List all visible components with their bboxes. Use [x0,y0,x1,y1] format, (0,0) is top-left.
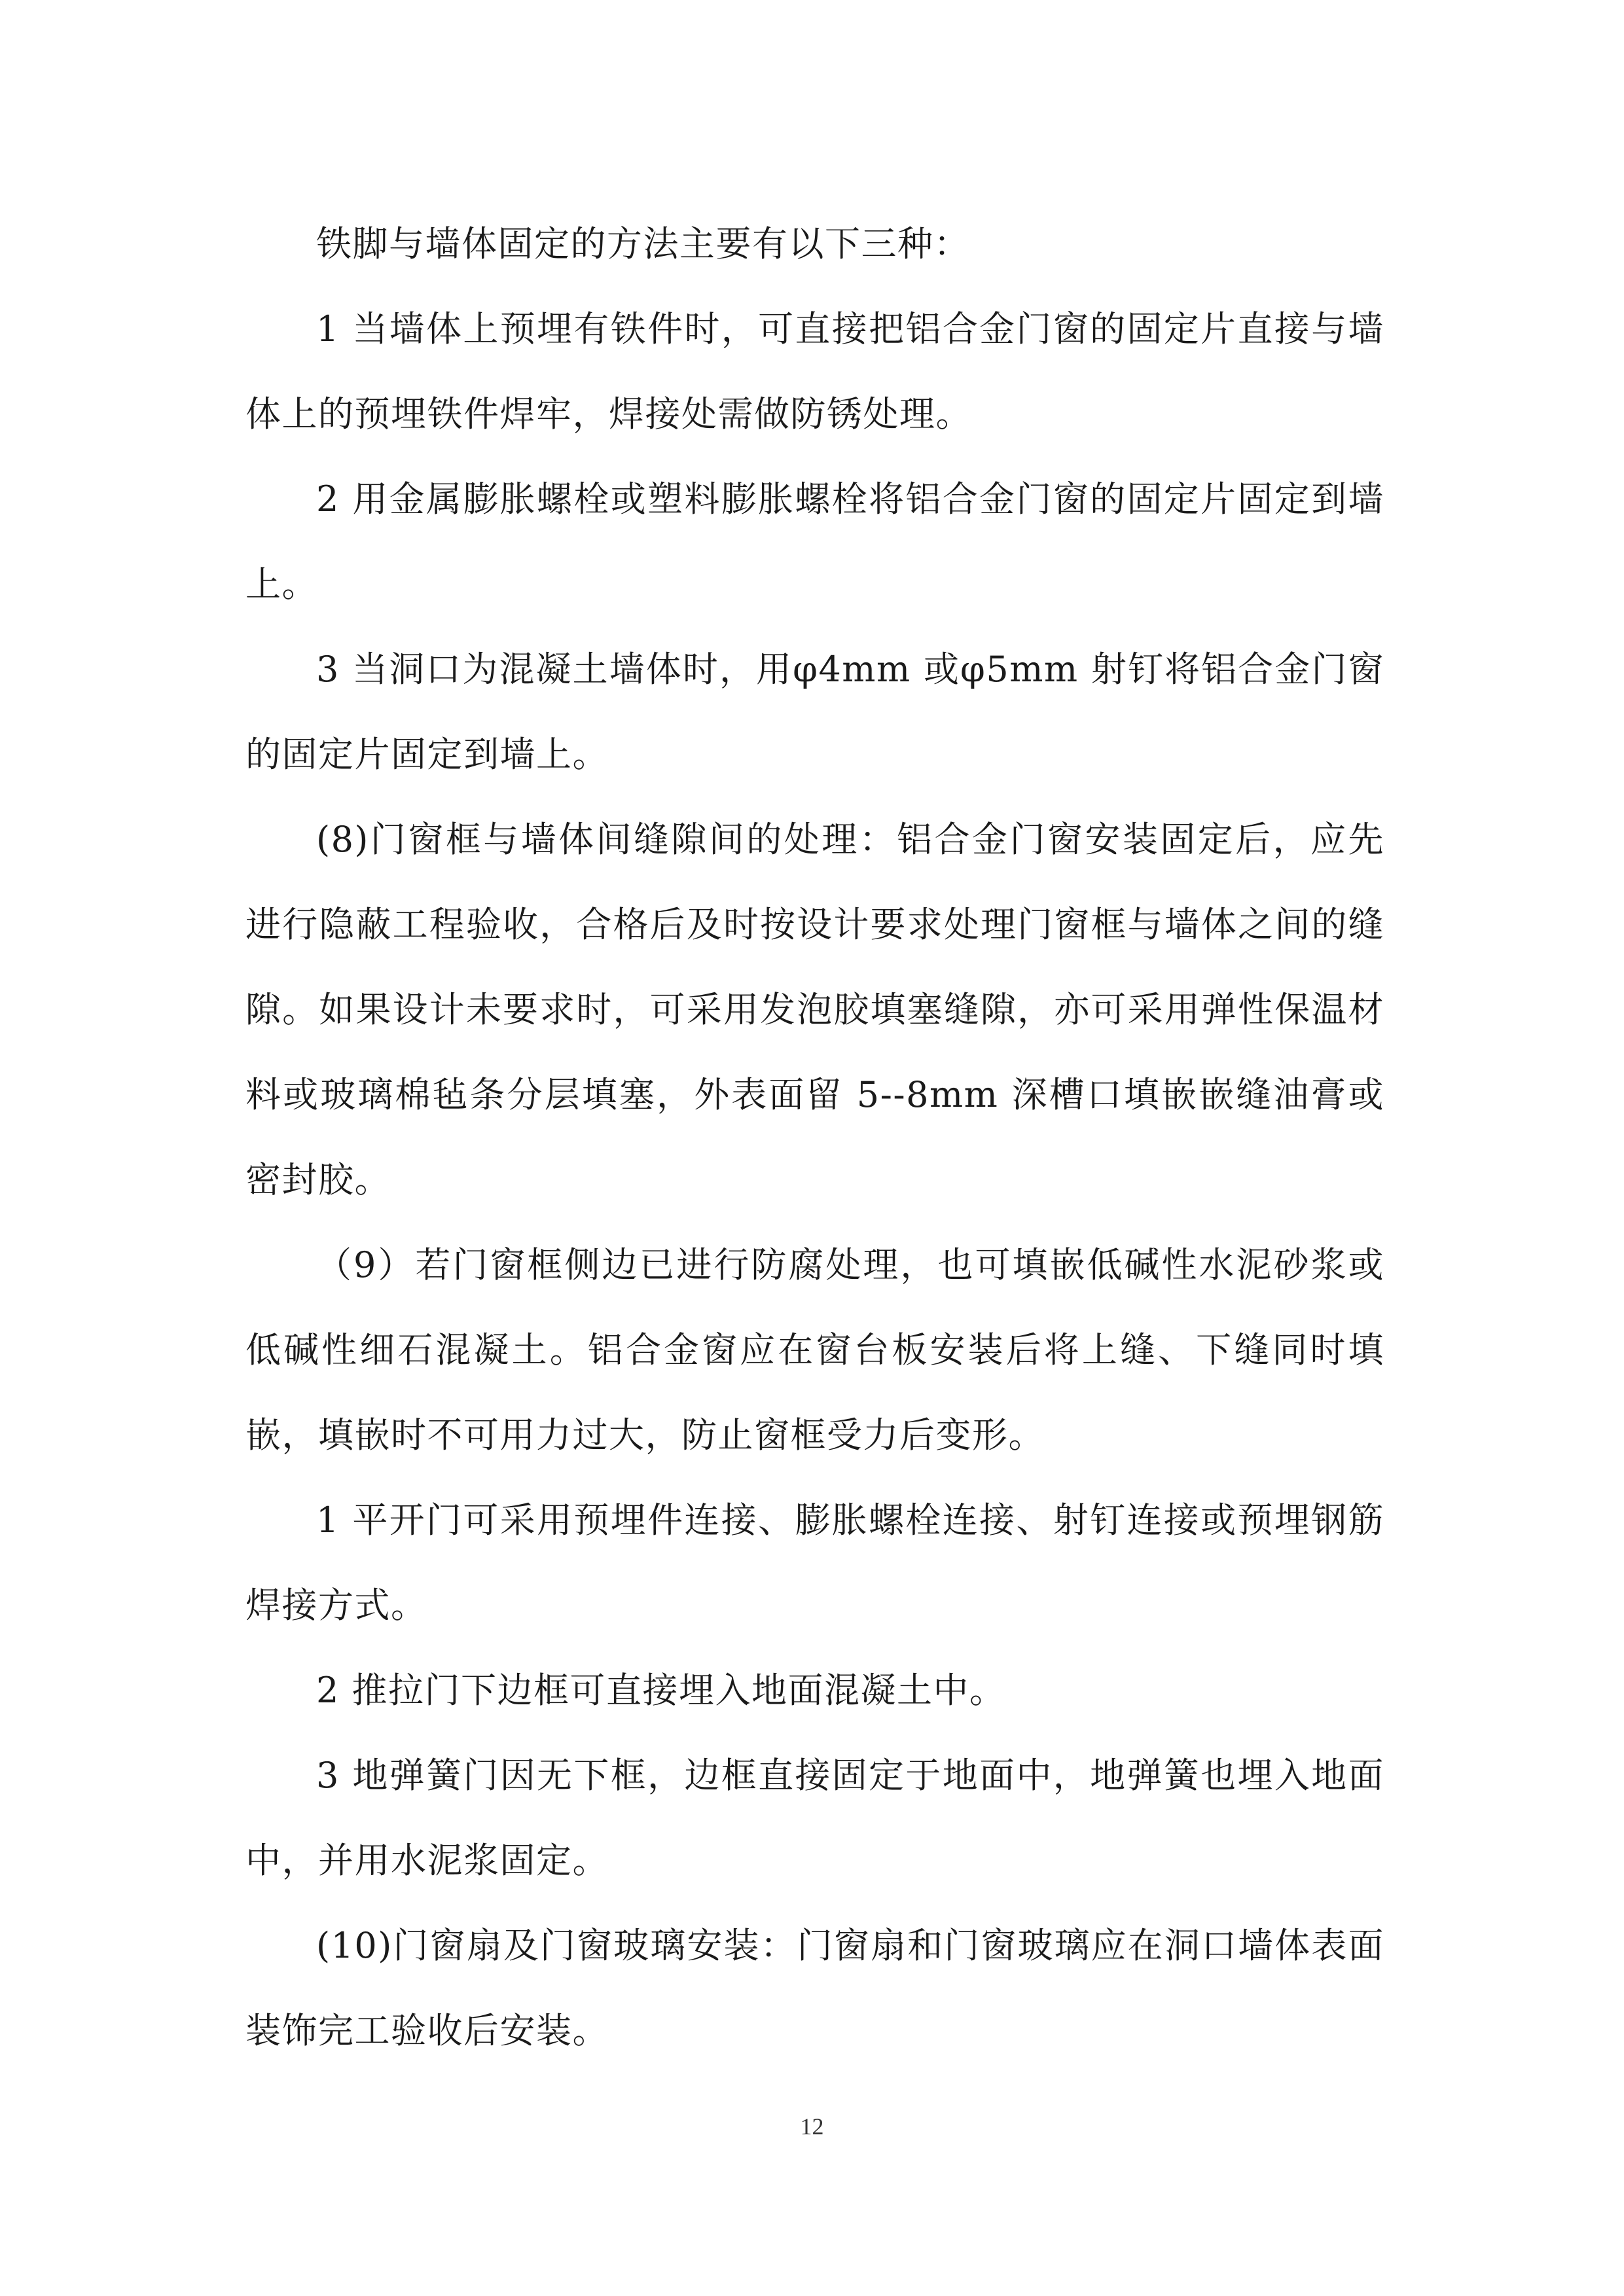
page-number: 12 [800,2113,824,2140]
paragraph-fixing-methods-intro: 铁脚与墙体固定的方法主要有以下三种： [316,223,970,264]
paragraph-method-2-expansion-bolts: 2 用金属膨胀螺栓或塑料膨胀螺栓将铝合金门窗的固定片固定到墙上。 [245,478,1384,605]
paragraph-step-10-sash-glass: (10)门窗扇及门窗玻璃安装：门窗扇和门窗玻璃应在洞口墙体表面装饰完工验收后安装。 [245,1925,1384,2051]
paragraph-step-8-gap-treatment: (8)门窗框与墙体间缝隙间的处理：铝合金门窗安装固定后，应先进行隐蔽工程验收，合格后及时按设计要求处理门窗框与墙体之间的缝隙。如果设计未要求时，可采用发泡胶填塞缝隙，亦可采用弹性保温材料或玻璃棉毡条分层填塞，外表面留 5--8mm 深槽口填嵌嵌缝油膏或密封胶。 [245,819,1384,1200]
paragraph-step-9-mortar-filling: （9）若门窗框侧边已进行防腐处理，也可填嵌低碱性水泥砂浆或低碱性细石混凝土。铝合金窗应在窗台板安装后将上缝、下缝同时填嵌，填嵌时不可用力过大，防止窗框受力后变形。 [245,1244,1384,1456]
paragraph-sliding-door: 2 推拉门下边框可直接埋入地面混凝土中。 [316,1670,1006,1711]
paragraph-floor-spring-door: 3 地弹簧门因无下框，边框直接固定于地面中，地弹簧也埋入地面中，并用水泥浆固定。 [245,1755,1384,1881]
paragraph-casement-door: 1 平开门可采用预埋件连接、膨胀螺栓连接、射钉连接或预埋钢筋焊接方式。 [245,1499,1384,1626]
document-body [245,202,1384,2073]
paragraph-method-3-nails: 3 当洞口为混凝土墙体时，用φ4mm 或φ5mm 射钉将铝合金门窗的固定片固定到墙上。 [245,649,1384,775]
paragraph-method-1-welding: 1 当墙体上预埋有铁件时，可直接把铝合金门窗的固定片直接与墙体上的预埋铁件焊牢，焊接处需做防锈处理。 [245,308,1384,435]
